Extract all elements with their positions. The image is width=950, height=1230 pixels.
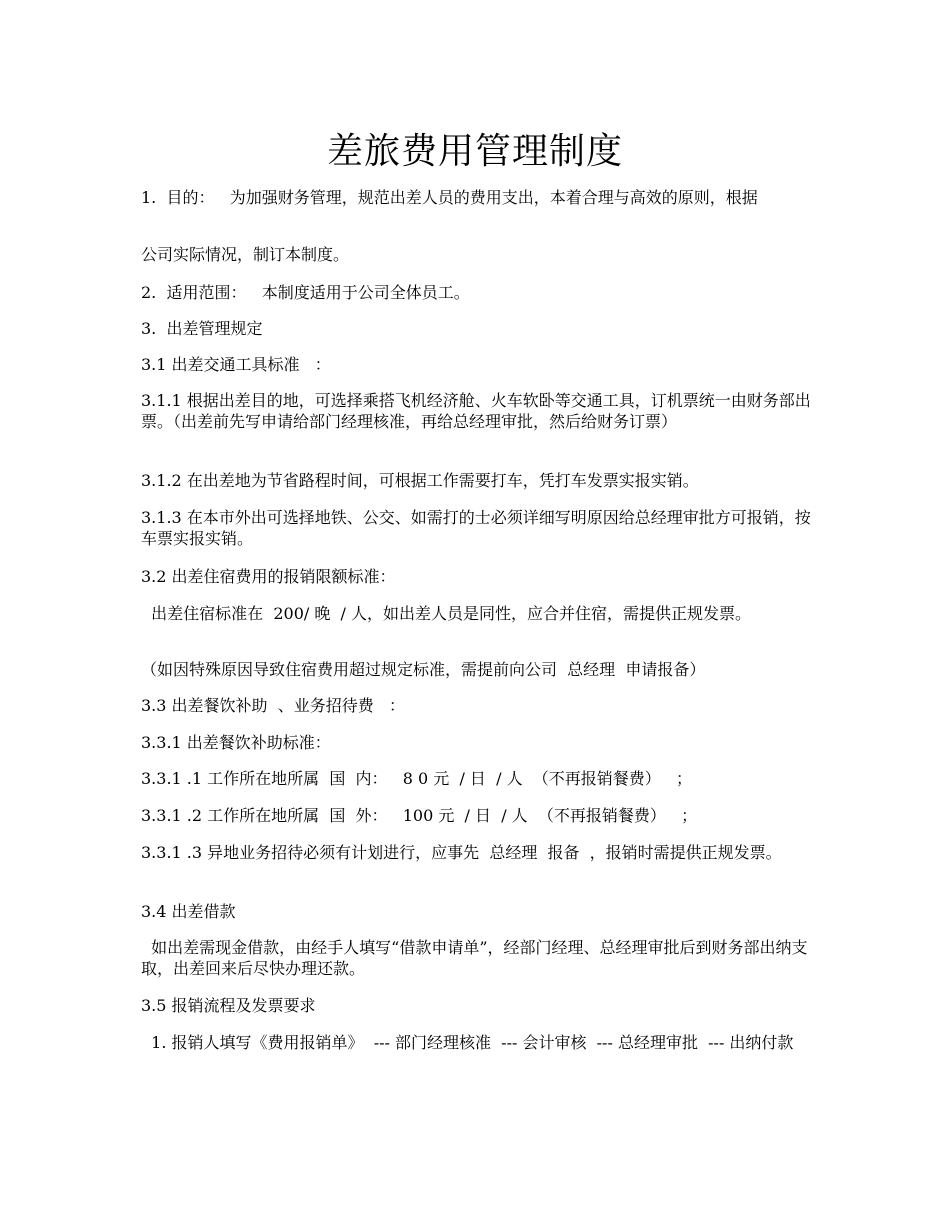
paragraph-meal-domestic: 3.3.1 .1 工作所在地所属 国 内： 8 0 元 / 日 / 人 （不再报销餐费） ； xyxy=(141,769,693,788)
paragraph-section-3-4: 3.4 出差借款 xyxy=(141,902,236,921)
paragraph-section-3-1-1: 3.1.1 根据出差目的地，可选择乘搭飞机经济舱、火车软卧等交通工具，订机票统一由财务部出票。（出差前先写申请给部门经理核准，再给总经理审批，然后给财务订票） xyxy=(141,391,811,431)
paragraph-section-3-3-1: 3.3.1 出差餐饮补助标准： xyxy=(141,733,331,752)
paragraph-section-3-1-3: 3.1.3 在本市外出可选择地铁、公交、如需打的士必须详细写明原因给总经理审批方可报销，按车票实报实销。 xyxy=(141,508,811,548)
paragraph-lodging-standard: 出差住宿标准在 200/ 晚 / 人，如出差人员是同性，应合并住宿，需提供正规发票。 xyxy=(141,604,752,623)
paragraph-business-entertainment: 3.3.1 .3 异地业务招待必须有计划进行，应事先 总经理 报备 ，报销时需提供正规发票。 xyxy=(141,843,782,862)
paragraph-section-3-3: 3.3 出差餐饮补助 、业务招待费 ： xyxy=(141,696,405,715)
paragraph-lodging-exception: （如因特殊原因导致住宿费用超过规定标准，需提前向公司 总经理 申请报备） xyxy=(141,660,706,679)
paragraph-purpose: 1. 目的： 为加强财务管理，规范出差人员的费用支出，本着合理与高效的原则，根据 xyxy=(141,188,758,207)
paragraph-purpose-continued: 公司实际情况，制订本制度。 xyxy=(141,245,350,264)
paragraph-section-3-1-2: 3.1.2 在出差地为节省路程时间，可根据工作需要打车，凭打车发票实报实销。 xyxy=(141,471,699,490)
paragraph-section-3: 3. 出差管理规定 xyxy=(141,319,263,338)
paragraph-scope: 2. 适用范围： 本制度适用于公司全体员工。 xyxy=(141,283,470,302)
paragraph-section-3-1: 3.1 出差交通工具标准 ： xyxy=(141,355,331,374)
paragraph-section-3-2: 3.2 出差住宿费用的报销限额标准： xyxy=(141,567,396,586)
paragraph-cash-advance: 如出差需现金借款，由经手人填写“借款申请单”，经部门经理、总经理审批后到财务部出纳支取，出差回来后尽快办理还款。 xyxy=(141,938,808,978)
paragraph-meal-overseas: 3.3.1 .2 工作所在地所属 国 外： 100 元 / 日 / 人 （不再报销餐费） ； xyxy=(141,806,698,825)
paragraph-reimbursement-flow: 1. 报销人填写《费用报销单》 --- 部门经理核准 --- 会计审核 --- 总经理审批 --- 出纳付款 xyxy=(141,1033,794,1052)
paragraph-section-3-5: 3.5 报销流程及发票要求 xyxy=(141,996,316,1015)
document-title: 差旅费用管理制度 xyxy=(326,131,623,172)
